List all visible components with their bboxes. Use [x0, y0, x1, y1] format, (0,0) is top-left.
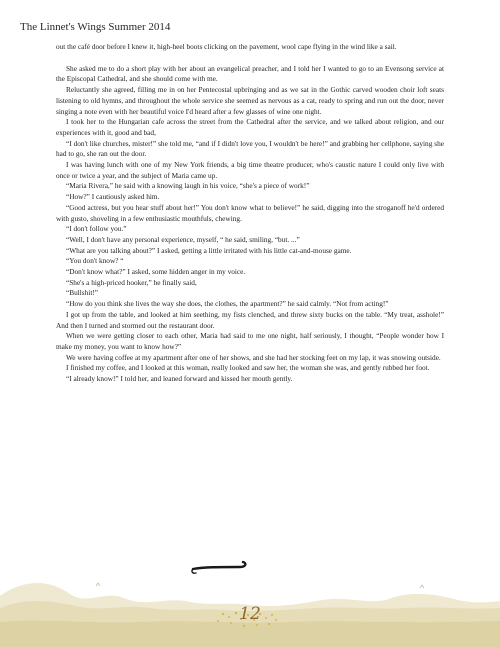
paragraph: “You don't know? “: [66, 256, 124, 266]
paragraph: “Maria Rivera,” he said with a knowing laugh in his voice, “she's a piece of work!”: [66, 181, 310, 191]
paragraph: “Well, I don't have any personal experience, myself, “ he said, smiling, “but. ...”: [66, 234, 300, 244]
paragraph: “I don't follow you.”: [66, 224, 127, 234]
paragraph: “Good actress, but you hear stuff about her!” You don't know what to believe!” he said, digging into the stroganoff he'd ordered with gusto, shoveling in a few enthusiastic mouthfuls, chewing.: [56, 202, 444, 223]
article-body: [56, 42, 444, 385]
paragraph: “Bullshit!”: [66, 288, 99, 298]
paragraph: She asked me to do a short play with her about an evangelical preacher, and I told her I wanted to go to an Evensong service at the Episcopal Cathedral, and she should come with me.: [56, 63, 444, 84]
paragraph: out the café door before I knew it, high-heel boots clicking on the pavement, wool cape flying in the wind like a sail.: [56, 42, 397, 51]
paragraph: I was having lunch with one of my New York friends, a big time theatre producer, who's caustic nature I could only live with once or twice a year, and the subject of Maria came up.: [56, 160, 444, 180]
paragraph: Reluctantly she agreed, filling me in on her Pentecostal upbringing and as we sat in the Gothic carved wooden choir loft seats listening to old hymns, and throughout the whole service she seemed as nervous as a cat, ready to spring and run out the door, never singing a note even with her beautiful voice I'd heard after a few glasses of wine one night.: [56, 85, 444, 116]
paragraph: “Don't know what?” I asked, some hidden anger in my voice.: [66, 267, 246, 277]
paragraph: “I already know!” I told her, and leaned forward and kissed her mouth gently.: [66, 374, 293, 384]
paragraph: I took her to the Hungarian cafe across the street from the Cathedral after the service, and we talked about religion, and our experiences with it, good and bad,: [56, 117, 444, 137]
page-number: 12: [239, 604, 261, 624]
paragraph: I got up from the table, and looked at him seething, my fists clenched, and threw sixty bucks on the table. “My treat, asshole!” And then I turned and stormed out the restaurant door.: [56, 309, 444, 330]
paragraph: “How do you think she lives the way she does, the clothes, the apartment?” he said calmly. “Not from acting!”: [66, 299, 389, 309]
paragraph: We were having coffee at my apartment after one of her shows, and she had her stocking feet on my lap, it was snowing outside.: [66, 352, 441, 362]
paragraph: “She's a high-priced hooker,” he finally said,: [66, 277, 197, 287]
paragraph: When we were getting closer to each other, Maria had said to me one night, half seriously, I thought, “People wonder how I make my money, you want to know how?”: [56, 331, 444, 351]
paragraph: I finished my coffee, and I looked at this woman, really looked and saw her, the woman she was, and gently rubbed her foot.: [66, 363, 430, 373]
paragraph: “I don't like churches, mister!” she told me, “and if I didn't love you, I wouldn't be here!” and grabbing her cellphone, saying she had to go, she ran out the door.: [56, 138, 444, 159]
paragraph: “What are you talking about?” I asked, getting a little irritated with his little cat-and-mouse game.: [66, 245, 352, 255]
paragraph: “How?” I cautiously asked him.: [66, 192, 160, 202]
running-header: The Linnet's Wings Summer 2014: [20, 21, 171, 33]
